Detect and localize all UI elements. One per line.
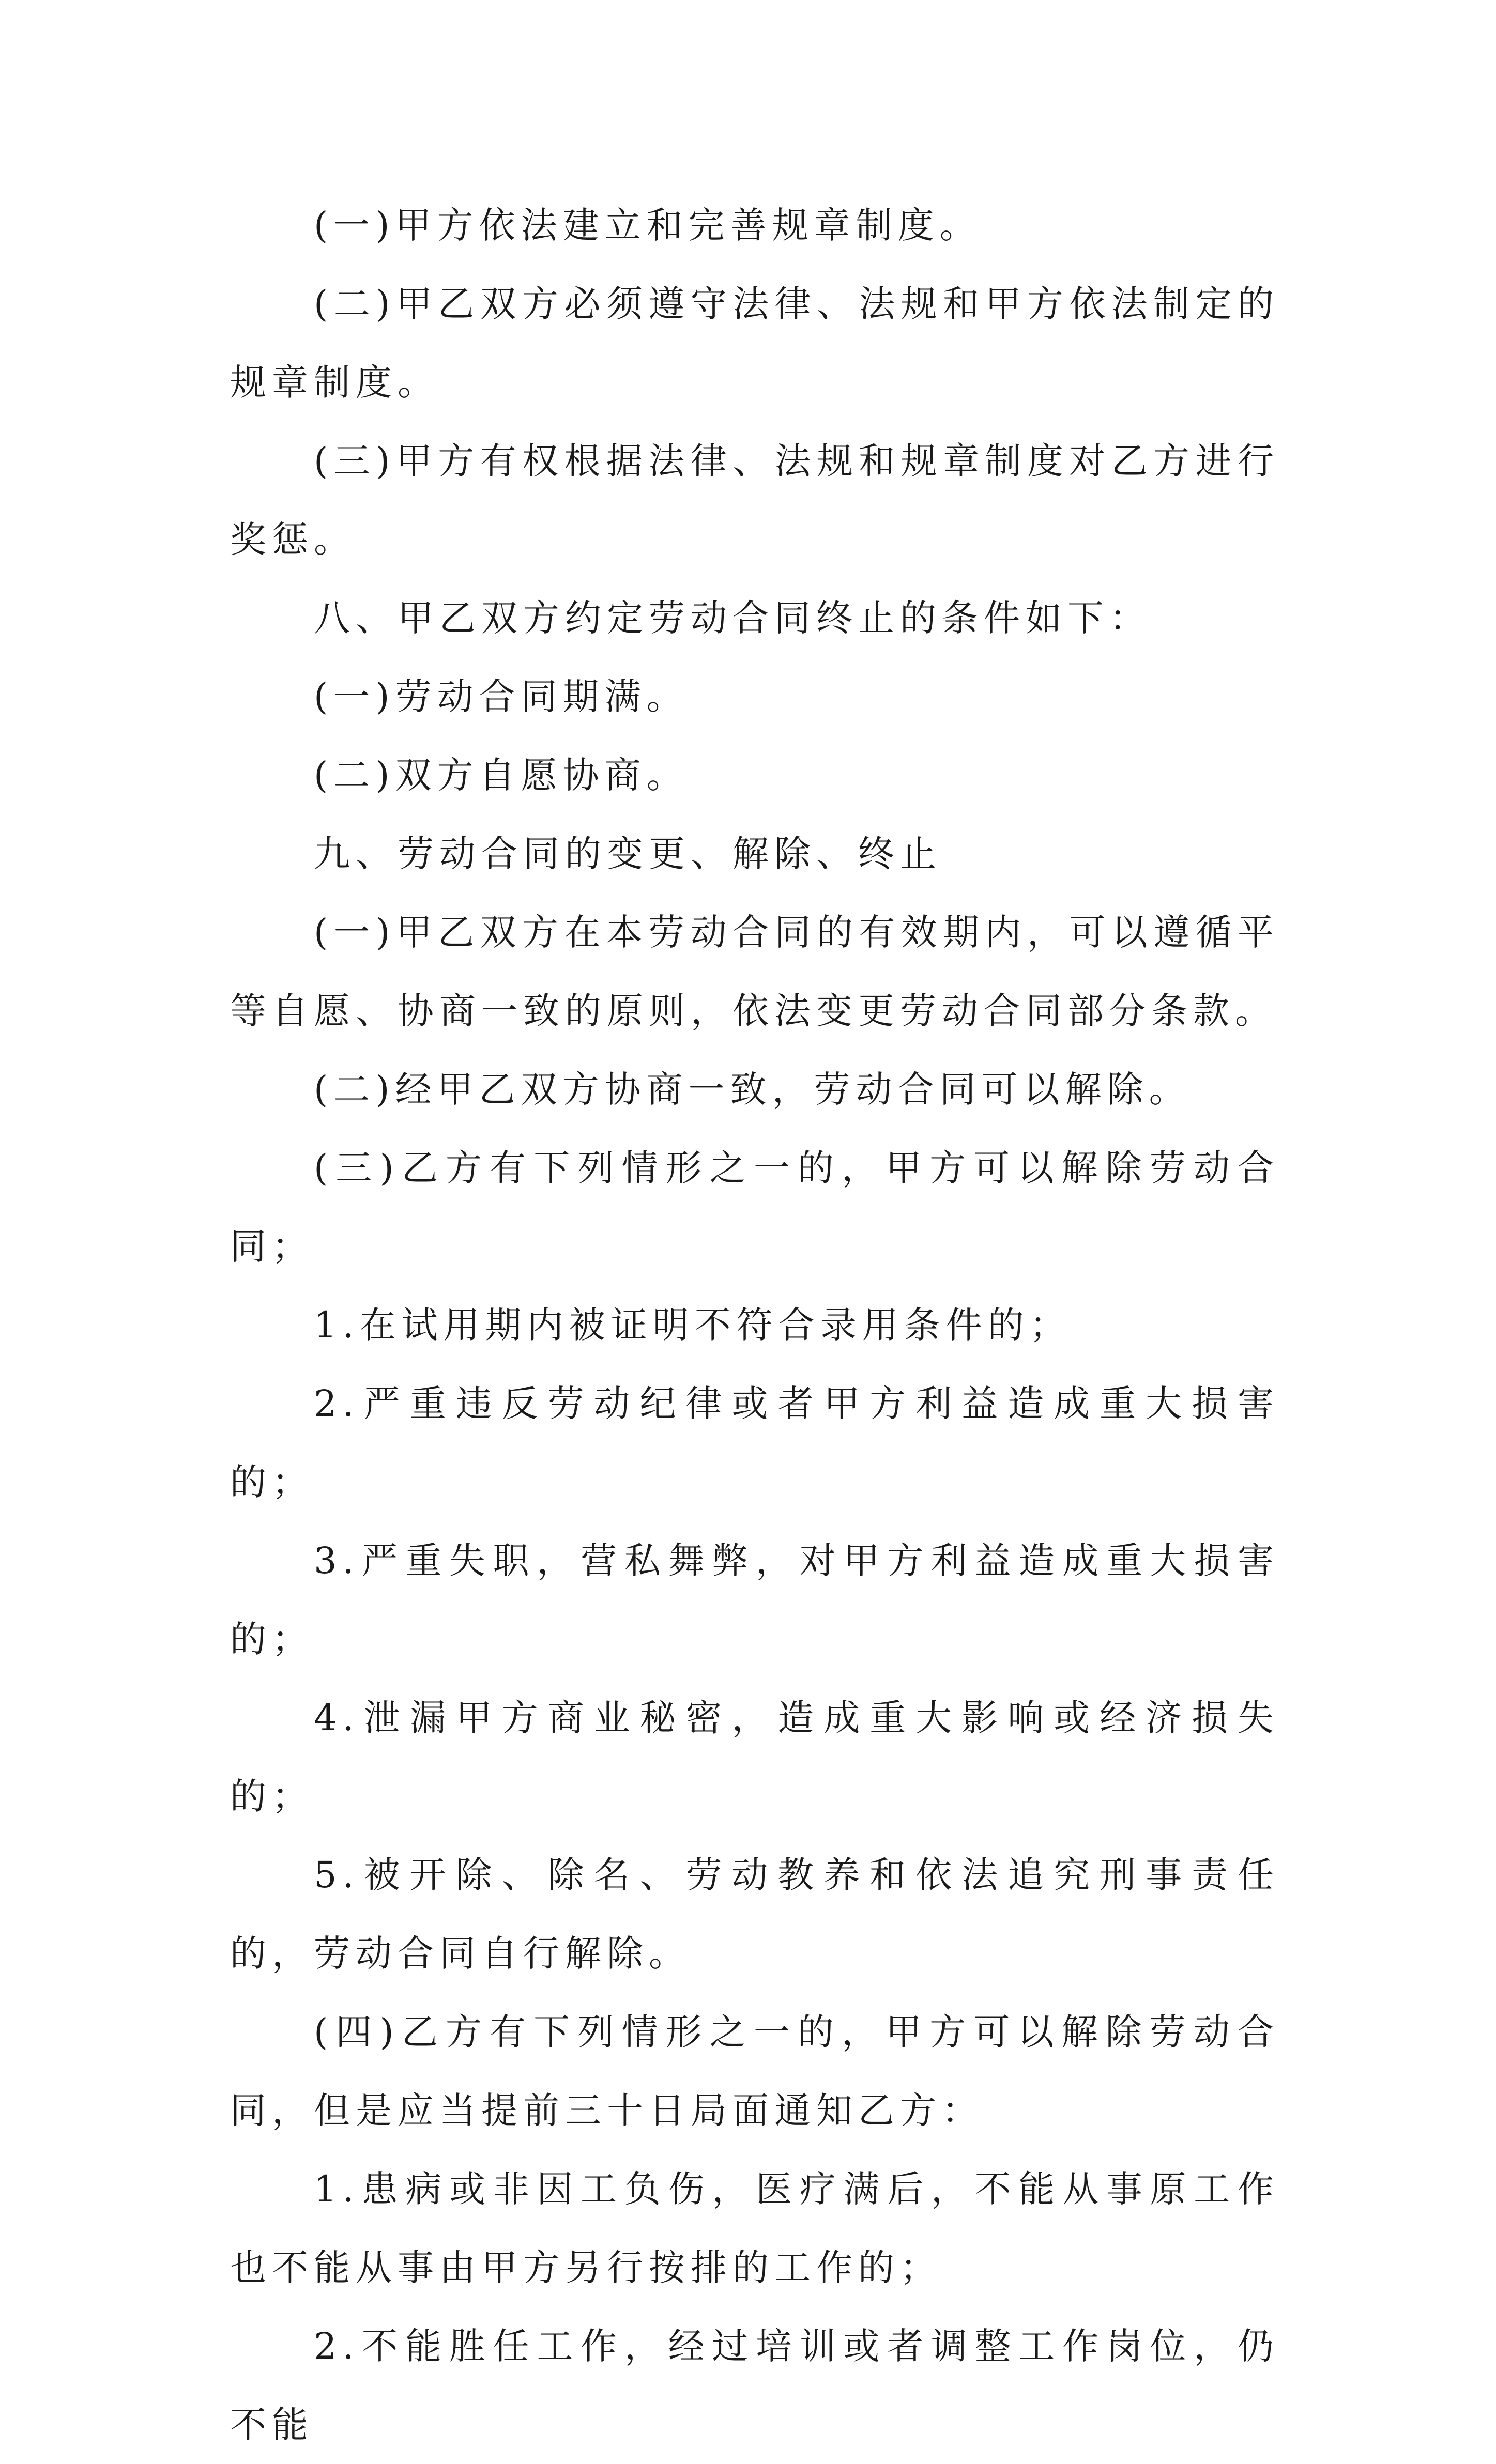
list-item: 3.严重失职，营私舞弊，对甲方利益造成重大损害的； [230,1539,1279,1660]
list-item: 1.患病或非因工负伤，医疗满后，不能从事原工作也不能从事由甲方另行按排的工作的； [230,2168,1279,2289]
section-heading: 八、甲乙双方约定劳动合同终止的条件如下： [314,597,1151,639]
paragraph: (三)甲方有权根据法律、法规和规章制度对乙方进行奖惩。 [230,440,1279,561]
paragraph: (三)乙方有下列情形之一的，甲方可以解除劳动合同； [230,1147,1279,1268]
paragraph: (二)经甲乙双方协商一致，劳动合同可以解除。 [314,1068,1191,1111]
paragraph: (二)双方自愿协商。 [314,754,689,796]
paragraph: (一)劳动合同期满。 [314,675,689,718]
paragraph: (二)甲乙双方必须遵守法律、法规和甲方依法制定的规章制度。 [230,283,1279,404]
section-heading: 九、劳动合同的变更、解除、终止 [314,833,942,875]
list-item: 2.不能胜任工作，经过培训或者调整工作岗位，仍不能 [230,2325,1279,2446]
list-item: 5.被开除、除名、劳动教养和依法追究刑事责任的，劳动合同自行解除。 [230,1854,1279,1975]
list-item: 2.严重违反劳动纪律或者甲方利益造成重大损害的； [230,1382,1279,1503]
document-body [230,186,1279,2464]
paragraph: (一)甲乙双方在本劳动合同的有效期内，可以遵循平等自愿、协商一致的原则，依法变更劳动合同部分条款。 [230,911,1279,1032]
paragraph: (四)乙方有下列情形之一的，甲方可以解除劳动合同，但是应当提前三十日局面通知乙方： [230,2011,1279,2132]
paragraph: (一)甲方依法建立和完善规章制度。 [314,204,982,247]
list-item: 4.泄漏甲方商业秘密，造成重大影响或经济损失的； [230,1697,1279,1818]
list-item: 1.在试用期内被证明不符合录用条件的； [314,1304,1072,1346]
